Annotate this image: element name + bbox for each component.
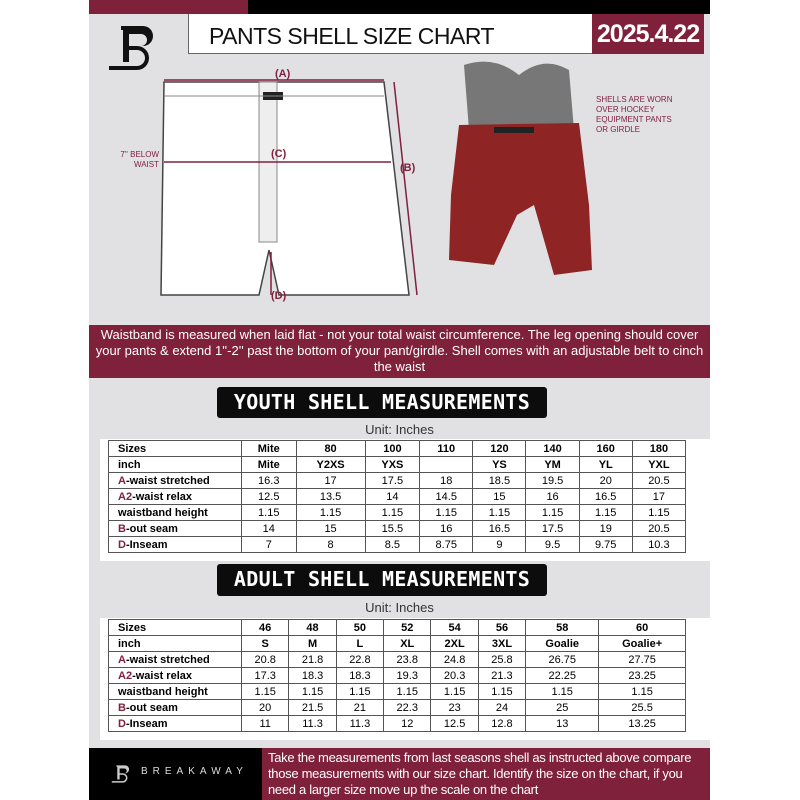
youth-title: YOUTH SHELL MEASUREMENTS xyxy=(217,387,547,418)
table-cell: 15.5 xyxy=(365,521,420,537)
table-cell: 21.3 xyxy=(478,668,525,684)
table-cell: Goalie+ xyxy=(599,636,686,652)
table-cell xyxy=(420,457,473,473)
row-label-text: -waist stretched xyxy=(125,653,210,666)
table-cell: 54 xyxy=(431,620,478,636)
row-label-text: -waist stretched xyxy=(125,474,210,487)
table-cell: 180 xyxy=(632,441,685,457)
table-cell: 17 xyxy=(632,489,685,505)
table-row xyxy=(109,684,686,700)
table-cell: 1.15 xyxy=(242,505,297,521)
pants-shell-photo xyxy=(439,55,594,280)
row-label-text: -Inseam xyxy=(125,538,168,551)
table-cell: 1.15 xyxy=(336,684,383,700)
table-cell: 26.75 xyxy=(526,652,599,668)
table-row xyxy=(109,700,686,716)
table-cell: 20.8 xyxy=(242,652,289,668)
table-row xyxy=(109,537,686,553)
table-cell: YM xyxy=(526,457,579,473)
table-cell: 17.5 xyxy=(365,473,420,489)
table-cell: 27.75 xyxy=(599,652,686,668)
table-cell: 20.5 xyxy=(632,473,685,489)
table-cell: 12.8 xyxy=(478,716,525,732)
table-cell: 11 xyxy=(242,716,289,732)
table-cell: Y2XS xyxy=(296,457,365,473)
table-cell: M xyxy=(289,636,336,652)
table-cell: 25.8 xyxy=(478,652,525,668)
table-cell: 56 xyxy=(478,620,525,636)
label-b: (B) xyxy=(400,162,416,174)
info-band: Waistband is measured when laid flat - not your total waist circumference. The leg opening should cover your pants & extend 1''-2'' past the bottom of your pant/girdle. Shell comes with an adjustable belt to cinch the waist xyxy=(89,325,710,378)
table-cell: 18 xyxy=(420,473,473,489)
table-cell: 9 xyxy=(473,537,526,553)
table-cell: 2XL xyxy=(431,636,478,652)
table-cell: 18.5 xyxy=(473,473,526,489)
table-cell: 9.75 xyxy=(579,537,632,553)
row-label xyxy=(109,652,242,668)
table-cell: 19.3 xyxy=(384,668,431,684)
table-cell: 14 xyxy=(365,489,420,505)
row-label xyxy=(109,620,242,636)
table-cell: 46 xyxy=(242,620,289,636)
row-label-text: -Inseam xyxy=(125,717,168,730)
brand-name: BREAKAWAY xyxy=(141,766,248,777)
table-row xyxy=(109,636,686,652)
table-cell: 25 xyxy=(526,700,599,716)
row-label xyxy=(109,489,242,505)
row-label-prefix: A2 xyxy=(118,669,133,682)
table-cell: 9.5 xyxy=(526,537,579,553)
table-cell: 17.3 xyxy=(242,668,289,684)
top-bar xyxy=(248,0,710,14)
row-label-text: -waist relax xyxy=(132,669,192,682)
below-waist-note: 7'' BELOW WAIST xyxy=(120,150,159,169)
table-cell: 1.15 xyxy=(473,505,526,521)
row-label-text: -out seam xyxy=(125,701,178,714)
row-label xyxy=(109,668,242,684)
row-label-prefix: A2 xyxy=(118,490,133,503)
row-label-text: waistband height xyxy=(118,685,208,698)
table-cell: 19.5 xyxy=(526,473,579,489)
table-cell: 22.25 xyxy=(526,668,599,684)
table-cell: 15 xyxy=(473,489,526,505)
table-cell: 16 xyxy=(526,489,579,505)
table-cell: 14 xyxy=(242,521,297,537)
table-cell: 12.5 xyxy=(242,489,297,505)
table-cell: 1.15 xyxy=(579,505,632,521)
youth-size-table xyxy=(108,440,686,553)
table-cell: 52 xyxy=(384,620,431,636)
label-d: (D) xyxy=(271,290,287,302)
row-label-text: Sizes xyxy=(118,442,147,455)
row-label-prefix: D xyxy=(118,538,126,551)
row-label xyxy=(109,505,242,521)
table-cell: 7 xyxy=(242,537,297,553)
table-cell: YXL xyxy=(632,457,685,473)
table-row xyxy=(109,521,686,537)
table-cell: 48 xyxy=(289,620,336,636)
row-label-prefix: B xyxy=(118,701,126,714)
row-label-prefix: A xyxy=(118,653,126,666)
table-cell: 22.3 xyxy=(384,700,431,716)
row-label-text: -waist relax xyxy=(132,490,192,503)
table-cell: 1.15 xyxy=(478,684,525,700)
table-cell: L xyxy=(336,636,383,652)
table-row xyxy=(109,505,686,521)
table-cell: S xyxy=(242,636,289,652)
table-cell: 58 xyxy=(526,620,599,636)
row-label xyxy=(109,700,242,716)
table-cell: 1.15 xyxy=(384,684,431,700)
table-cell: Mite xyxy=(242,441,297,457)
table-cell: 20.5 xyxy=(632,521,685,537)
table-row xyxy=(109,489,686,505)
table-cell: 22.8 xyxy=(336,652,383,668)
table-cell: 1.15 xyxy=(431,684,478,700)
date-badge: 2025.4.22 xyxy=(592,14,704,54)
table-cell: Mite xyxy=(242,457,297,473)
table-cell: 8 xyxy=(296,537,365,553)
table-cell: 11.3 xyxy=(336,716,383,732)
table-row xyxy=(109,620,686,636)
table-cell: 13 xyxy=(526,716,599,732)
table-row xyxy=(109,668,686,684)
table-cell: 8.75 xyxy=(420,537,473,553)
table-cell: 1.15 xyxy=(242,684,289,700)
breakaway-logo xyxy=(107,22,163,74)
table-cell: 140 xyxy=(526,441,579,457)
row-label xyxy=(109,473,242,489)
row-label xyxy=(109,457,242,473)
table-row xyxy=(109,473,686,489)
table-cell: 21 xyxy=(336,700,383,716)
table-cell: 20.3 xyxy=(431,668,478,684)
table-cell: 10.3 xyxy=(632,537,685,553)
adult-title: ADULT SHELL MEASUREMENTS xyxy=(217,564,547,596)
table-cell: 14.5 xyxy=(420,489,473,505)
row-label-text: -out seam xyxy=(125,522,178,535)
table-cell: 17.5 xyxy=(526,521,579,537)
table-cell: 18.3 xyxy=(289,668,336,684)
table-cell: 21.8 xyxy=(289,652,336,668)
top-bar-accent xyxy=(89,0,248,14)
table-cell: 120 xyxy=(473,441,526,457)
table-cell: 1.15 xyxy=(599,684,686,700)
youth-unit: Unit: Inches xyxy=(365,422,434,437)
table-cell: 11.3 xyxy=(289,716,336,732)
row-label xyxy=(109,537,242,553)
row-label xyxy=(109,521,242,537)
table-cell: 1.15 xyxy=(420,505,473,521)
page-title: PANTS SHELL SIZE CHART xyxy=(188,14,592,54)
adult-size-table xyxy=(108,619,686,732)
table-cell: 17 xyxy=(296,473,365,489)
label-c: (C) xyxy=(271,148,287,160)
table-cell: 100 xyxy=(365,441,420,457)
row-label-prefix: D xyxy=(118,717,126,730)
photo-note: SHELLS ARE WORN OVER HOCKEY EQUIPMENT PANTS OR GIRDLE xyxy=(596,95,673,134)
table-cell: 1.15 xyxy=(296,505,365,521)
row-label xyxy=(109,636,242,652)
table-cell: 16.3 xyxy=(242,473,297,489)
row-label xyxy=(109,441,242,457)
table-cell: 23.25 xyxy=(599,668,686,684)
table-cell: 110 xyxy=(420,441,473,457)
row-label-text: Sizes xyxy=(118,621,147,634)
table-cell: 21.5 xyxy=(289,700,336,716)
table-cell: Goalie xyxy=(526,636,599,652)
table-cell: 3XL xyxy=(478,636,525,652)
table-cell: 1.15 xyxy=(632,505,685,521)
table-cell: 80 xyxy=(296,441,365,457)
table-cell: 16 xyxy=(420,521,473,537)
table-cell: 16.5 xyxy=(473,521,526,537)
table-cell: 160 xyxy=(579,441,632,457)
row-label-text: inch xyxy=(118,637,141,650)
table-cell: 60 xyxy=(599,620,686,636)
table-cell: 24 xyxy=(478,700,525,716)
table-cell: 1.15 xyxy=(526,684,599,700)
table-cell: YS xyxy=(473,457,526,473)
pants-diagram xyxy=(159,70,429,305)
breakaway-logo-small xyxy=(111,760,133,788)
table-cell: YXS xyxy=(365,457,420,473)
table-cell: 15 xyxy=(296,521,365,537)
table-cell: 20 xyxy=(579,473,632,489)
table-row xyxy=(109,716,686,732)
row-label xyxy=(109,684,242,700)
table-cell: YL xyxy=(579,457,632,473)
table-cell: 13.5 xyxy=(296,489,365,505)
table-cell: 50 xyxy=(336,620,383,636)
table-cell: 8.5 xyxy=(365,537,420,553)
adult-unit: Unit: Inches xyxy=(365,600,434,615)
table-row xyxy=(109,652,686,668)
table-cell: 16.5 xyxy=(579,489,632,505)
table-cell: XL xyxy=(384,636,431,652)
table-cell: 20 xyxy=(242,700,289,716)
label-a: (A) xyxy=(275,68,291,80)
table-cell: 12 xyxy=(384,716,431,732)
size-chart-page xyxy=(89,0,710,800)
table-cell: 18.3 xyxy=(336,668,383,684)
table-cell: 12.5 xyxy=(431,716,478,732)
table-cell: 1.15 xyxy=(526,505,579,521)
table-cell: 23.8 xyxy=(384,652,431,668)
table-cell: 24.8 xyxy=(431,652,478,668)
table-cell: 25.5 xyxy=(599,700,686,716)
row-label-prefix: A xyxy=(118,474,126,487)
table-row xyxy=(109,457,686,473)
table-cell: 1.15 xyxy=(365,505,420,521)
row-label-text: inch xyxy=(118,458,141,471)
row-label-prefix: B xyxy=(118,522,126,535)
table-cell: 1.15 xyxy=(289,684,336,700)
table-row xyxy=(109,441,686,457)
row-label xyxy=(109,716,242,732)
row-label-text: waistband height xyxy=(118,506,208,519)
table-cell: 23 xyxy=(431,700,478,716)
table-cell: 19 xyxy=(579,521,632,537)
table-cell: 13.25 xyxy=(599,716,686,732)
footer-instructions: Take the measurements from last seasons shell as instructed above compare those measurements with our size chart. Identify the size on the chart, if you need a larger size move up the scale on the chart xyxy=(262,748,710,800)
